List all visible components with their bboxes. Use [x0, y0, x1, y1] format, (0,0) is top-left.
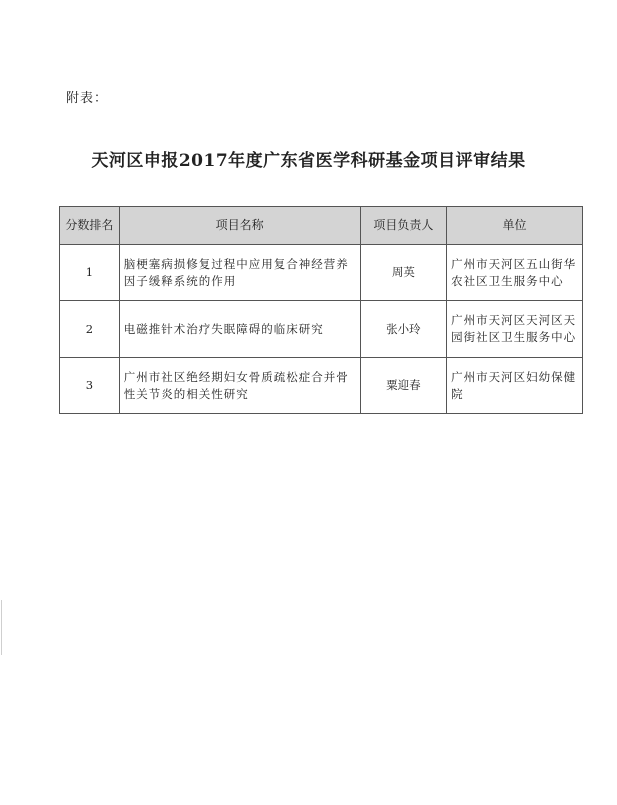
- table-row: [60, 301, 583, 358]
- results-table: [59, 206, 583, 414]
- rank-cell: 1: [60, 245, 120, 301]
- project-name-cell: 广州市社区绝经期妇女骨质疏松症合并骨性关节炎的相关性研究: [119, 358, 360, 414]
- rank-cell: 2: [60, 301, 120, 358]
- rank-cell: 3: [60, 358, 120, 414]
- unit-cell: 广州市天河区妇幼保健院: [447, 358, 583, 414]
- table-row: [60, 245, 583, 301]
- table-row: [60, 358, 583, 414]
- project-lead-cell: 粟迎春: [360, 358, 446, 414]
- unit-cell: 广州市天河区天河区天园街社区卫生服务中心: [447, 301, 583, 358]
- unit-cell: 广州市天河区五山街华农社区卫生服务中心: [447, 245, 583, 301]
- project-name-cell: 电磁推针术治疗失眠障碍的临床研究: [119, 301, 360, 358]
- header-unit: 单位: [447, 207, 583, 245]
- table-header-row: [60, 207, 583, 245]
- attachment-label: 附表：: [66, 91, 109, 106]
- header-project-lead: 项目负责人: [360, 207, 446, 245]
- project-lead-cell: 张小玲: [360, 301, 446, 358]
- header-project-name: 项目名称: [119, 207, 360, 245]
- header-rank: 分数排名: [60, 207, 120, 245]
- project-name-cell: 脑梗塞病损修复过程中应用复合神经营养因子缓释系统的作用: [119, 245, 360, 301]
- document-title: 天河区申报2017年度广东省医学科研基金项目评审结果: [91, 151, 526, 171]
- project-lead-cell: 周英: [360, 245, 446, 301]
- scan-edge-mark: [1, 600, 2, 655]
